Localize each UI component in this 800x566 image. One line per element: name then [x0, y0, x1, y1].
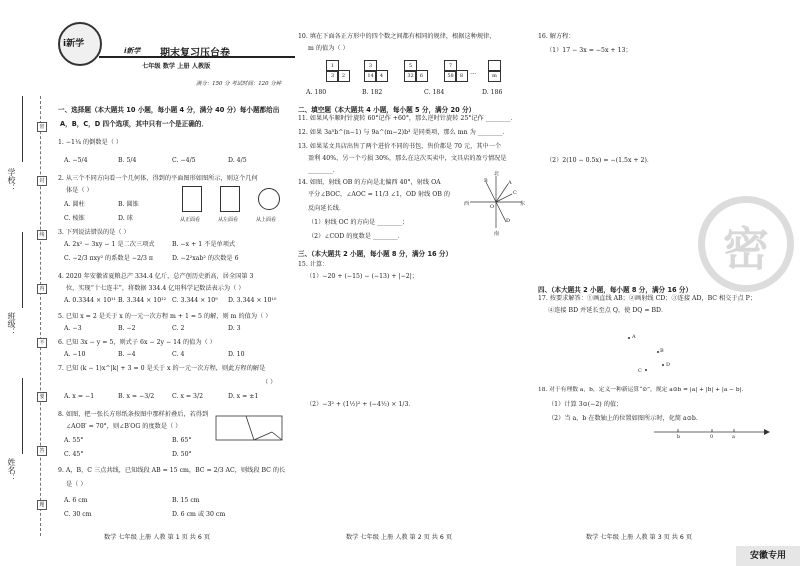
- q10-grid-cell: 8: [455, 70, 468, 82]
- seal-char: 答: [37, 446, 47, 456]
- q9-option-b: B. 15 cm: [172, 497, 200, 504]
- question-4: 4. 2020 年安徽省夏粮总产 334.4 亿斤，总产创历史新高，居全国第 3: [58, 273, 254, 280]
- question-7: 7. 已知 (k − 1)x^|k| + 3 = 0 是关于 x 的一元一次方程，则此方程的解是: [58, 365, 266, 372]
- q2-fig-label: 从左面看: [218, 217, 239, 223]
- question-18-part1: （1）计算 3⊙(−2) 的值；: [548, 401, 623, 408]
- q4-option-d: D. 3.344 × 10¹⁰: [228, 297, 277, 304]
- question-14-part1: （1）射线 OC 的方向是 ________；: [308, 219, 409, 226]
- question-12: 12. 如果 3a⁵b^(n−1) 与 9a^(m−2)b³ 是同类项，那么 mn 为 ________．: [298, 129, 509, 136]
- q14-label-c: C: [513, 190, 517, 196]
- q6-option-c: C. 4: [172, 351, 185, 358]
- q10-option-b: B. 182: [362, 89, 383, 96]
- question-17: 17. 按要求解答：①画直线 AB；②画射线 CD；③连接 AD，BC 相交于点 P；: [538, 295, 757, 302]
- q10-ellipsis: …: [470, 69, 477, 76]
- q10-grid-cell: 3: [326, 70, 339, 82]
- question-3: 3. 下列说法错误的是（ ）: [58, 229, 130, 236]
- binding-dashed-line: [40, 96, 41, 536]
- q10-grid-cell: 7: [444, 60, 457, 72]
- q6-option-d: D. 10: [228, 351, 245, 358]
- section1-header: 一、选择题（本大题共 10 小题，每小题 4 分，满分 40 分）每小题都给出: [58, 106, 280, 114]
- q2-option-b: B. 圆锥: [118, 201, 139, 208]
- question-15-part1: （1）−20 + (−15) − (−13) + |−2|；: [306, 273, 418, 280]
- q2-option-d: D. 球: [118, 215, 133, 222]
- q17-dot: [628, 337, 630, 339]
- q6-option-b: B. −4: [118, 351, 136, 358]
- q10-grid-cell: 2: [337, 70, 350, 82]
- q1-option-b: B. 5/4: [118, 157, 137, 164]
- q10-option-a: A. 180: [306, 89, 327, 96]
- question-5: 5. 已知 x = 2 是关于 x 的一元一次方程 m + 1 = 5 的解，则 m 的值为（ ）: [58, 313, 272, 320]
- section3-header: 三、（本大题共 2 小题，每小题 8 分，满分 16 分）: [298, 250, 453, 258]
- region-badge: 安徽专用: [736, 546, 800, 566]
- q14-label-north: 北: [494, 171, 500, 177]
- question-13: 13. 如果某文具店出售了两个进价不同的书包，售价都是 70 元，其中一个: [298, 143, 502, 150]
- exam-title: 期末复习压台卷: [160, 48, 230, 59]
- q4-option-a: A. 0.3344 × 10¹¹: [64, 297, 117, 304]
- q17-dot: [662, 364, 664, 366]
- q2-side-view-figure: [220, 186, 240, 212]
- q1-option-d: D. 4/5: [228, 157, 247, 164]
- q17-point-d: D: [666, 362, 671, 368]
- question-2-line2: 体是（ ）: [66, 187, 93, 194]
- q7-option-c: C. x = 3/2: [172, 393, 204, 400]
- q18-axis-label-b: b: [677, 434, 681, 440]
- question-9-line2: 是（ ）: [66, 481, 87, 488]
- name-label: 姓名：: [7, 458, 16, 482]
- brand-logo-text: i新学: [63, 39, 85, 49]
- q9-option-c: C. 30 cm: [64, 511, 92, 518]
- question-1: 1. −1¼ 的倒数是（ ）: [58, 139, 123, 146]
- q3-option-c: C. −2/3 πxy² 的系数是 −2/3 π: [64, 255, 153, 262]
- q14-label-b: B: [484, 178, 488, 184]
- question-2: 2. 从三个不同方向看一个几何体，得到的平面图形如图所示，则这个几何: [58, 175, 258, 182]
- q14-label-east: 东: [520, 201, 526, 207]
- question-14-line3: 反向延长线．: [308, 205, 346, 212]
- question-13-line3: ________．: [308, 167, 339, 174]
- q2-fig-label: 从上面看: [256, 217, 277, 223]
- q10-option-d: D. 186: [482, 89, 503, 96]
- seal-char: 密: [37, 122, 47, 132]
- q7-option-d: D. x = ±1: [228, 393, 259, 400]
- q1-option-a: A. −5/4: [64, 157, 88, 164]
- q2-front-view-figure: [182, 186, 202, 212]
- name-blank: [22, 378, 23, 454]
- seal-char: 内: [37, 284, 47, 294]
- question-14: 14. 如图，射线 OB 的方向是北偏西 40°，射线 OA: [298, 179, 441, 186]
- question-8: 8. 如图，把一张长方形纸条按图中那样折叠后，若得到: [58, 411, 209, 418]
- q17-dot: [645, 369, 647, 371]
- exam-meta: 满分：150 分 考试时间：120 分钟: [196, 81, 282, 87]
- q14-label-o: O: [490, 204, 495, 210]
- question-8-line2: ∠AOB′ = 70°，则∠B′OG 的度数是（ ）: [66, 423, 182, 430]
- q5-option-a: A. −3: [64, 325, 82, 332]
- question-9: 9. A，B，C 三点共线，已知线段 AB = 15 cm，BC = 2/3 AC，则线段 BC 的长: [58, 467, 286, 474]
- q8-option-c: C. 45°: [64, 451, 84, 458]
- page-footer-1: 数学 七年级 上册 人教 第 1 页 共 6 页: [104, 534, 211, 541]
- q10-grid-cell: 32: [404, 70, 417, 82]
- q2-option-c: C. 棱锥: [64, 215, 85, 222]
- q14-label-west: 西: [464, 201, 470, 207]
- question-16-part2: （2）2(10 − 0.5x) = −(1.5x + 2)．: [546, 157, 654, 164]
- class-label: 班级：: [7, 312, 16, 336]
- section1-header-line2: A，B，C，D 四个选项，其中只有一个是正确的．: [60, 120, 209, 128]
- question-14-line2: 平分∠BOC，∠AOC = 11/3 ∠1，OD 射线 OB 的: [308, 191, 451, 198]
- brand-name: i新学: [124, 47, 141, 55]
- q10-grid-cell: 4: [375, 70, 388, 82]
- q3-option-b: B. −x + 1 不是单项式: [172, 241, 236, 248]
- seal-char: 封: [37, 176, 47, 186]
- school-blank: [22, 96, 23, 162]
- seal-char: 线: [37, 230, 47, 240]
- q10-grid-cell: 3: [364, 60, 377, 72]
- question-11: 11. 如果风车顺时针旋转 60°记作 +60°，那么逆时针旋转 25°记作 ________．: [298, 115, 517, 122]
- question-4-line2: 位，实现“十七连丰”，将数据 334.4 亿用科学记数法表示为（ ）: [66, 285, 245, 292]
- q17-point-a: A: [632, 334, 636, 340]
- q3-option-a: A. 2x² − 3xy − 1 是二次三项式: [64, 241, 155, 248]
- q6-option-a: A. −10: [64, 351, 86, 358]
- q10-grid-cell-blank: [337, 60, 348, 70]
- q17-dot: [657, 351, 659, 353]
- question-15: 15. 计算：: [298, 261, 329, 268]
- q14-compass-figure: [464, 170, 526, 236]
- q10-grid-cell-m: m: [488, 70, 501, 82]
- q7-option-a: A. x = −1: [64, 393, 95, 400]
- q14-label-d: D: [506, 218, 511, 224]
- q4-option-c: C. 3.344 × 10⁹: [172, 297, 218, 304]
- q7-option-b: B. x = −3/2: [118, 393, 155, 400]
- q17-point-c: C: [638, 368, 642, 374]
- question-6: 6. 已知 3x − y = 5，则式子 6x − 2y − 14 的值为（ ）: [58, 339, 216, 346]
- q10-grid-cell: 1: [326, 60, 339, 72]
- section4-header: 四、（本大题共 2 小题，每小题 8 分，满分 16 分）: [538, 286, 693, 294]
- question-15-part2: （2）−3² + (1½)² + (−4½) × 1/3．: [306, 401, 415, 408]
- question-14-part2: （2）∠COD 的度数是 ________．: [308, 233, 404, 240]
- q8-option-b: B. 65°: [172, 437, 192, 444]
- question-18-part2: （2）当 a，b 在数轴上的位置如图所示时，化简 a⊙b．: [548, 415, 703, 422]
- q5-option-b: B. −2: [118, 325, 136, 332]
- question-16-part1: （1）17 − 3x = −5x + 13；: [546, 47, 632, 54]
- page-footer-2: 数学 七年级 上册 人教 第 2 页 共 6 页: [346, 534, 453, 541]
- binding-strip: [0, 0, 58, 566]
- q14-label-a: A: [508, 180, 512, 186]
- confidential-seal-watermark: 密: [698, 196, 794, 292]
- q1-option-c: C. −4/5: [172, 157, 196, 164]
- q2-fig-label: 从正面看: [180, 217, 201, 223]
- q10-grid-cell: 58: [444, 70, 457, 82]
- q18-axis-label-a: a: [732, 434, 735, 440]
- question-13-line2: 盈利 40%，另一个亏损 30%，那么在这次买卖中，文具店的盈亏情况是: [308, 155, 507, 162]
- q10-grid-cell: 6: [415, 70, 428, 82]
- seal-char: 题: [37, 500, 47, 510]
- question-10: 10. 填在下面各正方形中的四个数之间都有相同的规律，根据这种规律，: [298, 33, 496, 40]
- q2-top-view-figure: [258, 188, 280, 210]
- q8-folded-strip-figure: [210, 412, 292, 446]
- q9-option-d: D. 6 cm 或 30 cm: [172, 511, 226, 518]
- q14-label-south: 南: [494, 231, 500, 237]
- question-16: 16. 解方程：: [538, 33, 575, 40]
- question-7-line2: （ ）: [262, 379, 277, 386]
- q18-axis-label-zero: 0: [710, 434, 714, 440]
- q17-point-b: B: [660, 348, 664, 354]
- q10-grid-cell: 14: [364, 70, 377, 82]
- q5-option-d: D. 3: [228, 325, 241, 332]
- question-18: 18. 对于有理数 a，b，定义一种新运算“⊙”，规定 a⊙b = |a| + |b| + |a − b|．: [538, 387, 748, 393]
- q10-grid-cell: 5: [404, 60, 417, 72]
- page-footer-3: 数学 七年级 上册 人教 第 3 页 共 6 页: [586, 534, 693, 541]
- exam-subtitle: 七年级 数学 上册 人教版: [142, 63, 211, 70]
- class-blank: [22, 232, 23, 308]
- school-label: 学校：: [7, 168, 16, 192]
- seal-char: 要: [37, 392, 47, 402]
- q8-option-d: D. 50°: [172, 451, 192, 458]
- q10-option-c: C. 184: [424, 89, 445, 96]
- section2-header: 二、填空题（本大题共 4 小题，每小题 5 分，满分 20 分）: [298, 106, 476, 114]
- q2-option-a: A. 圆柱: [64, 201, 85, 208]
- question-10-line2: m 的值为（ ）: [308, 45, 349, 52]
- q8-option-a: A. 55°: [64, 437, 84, 444]
- seal-char: 不: [37, 338, 47, 348]
- q4-option-b: B. 3.344 × 10¹²: [118, 297, 167, 304]
- q9-option-a: A. 6 cm: [64, 497, 88, 504]
- q5-option-c: C. 2: [172, 325, 185, 332]
- q3-option-d: D. −2²xab² 的次数是 6: [172, 255, 239, 262]
- question-17-line2: ④连接 BD 并延长至点 Q，使 DQ = BD．: [548, 307, 668, 314]
